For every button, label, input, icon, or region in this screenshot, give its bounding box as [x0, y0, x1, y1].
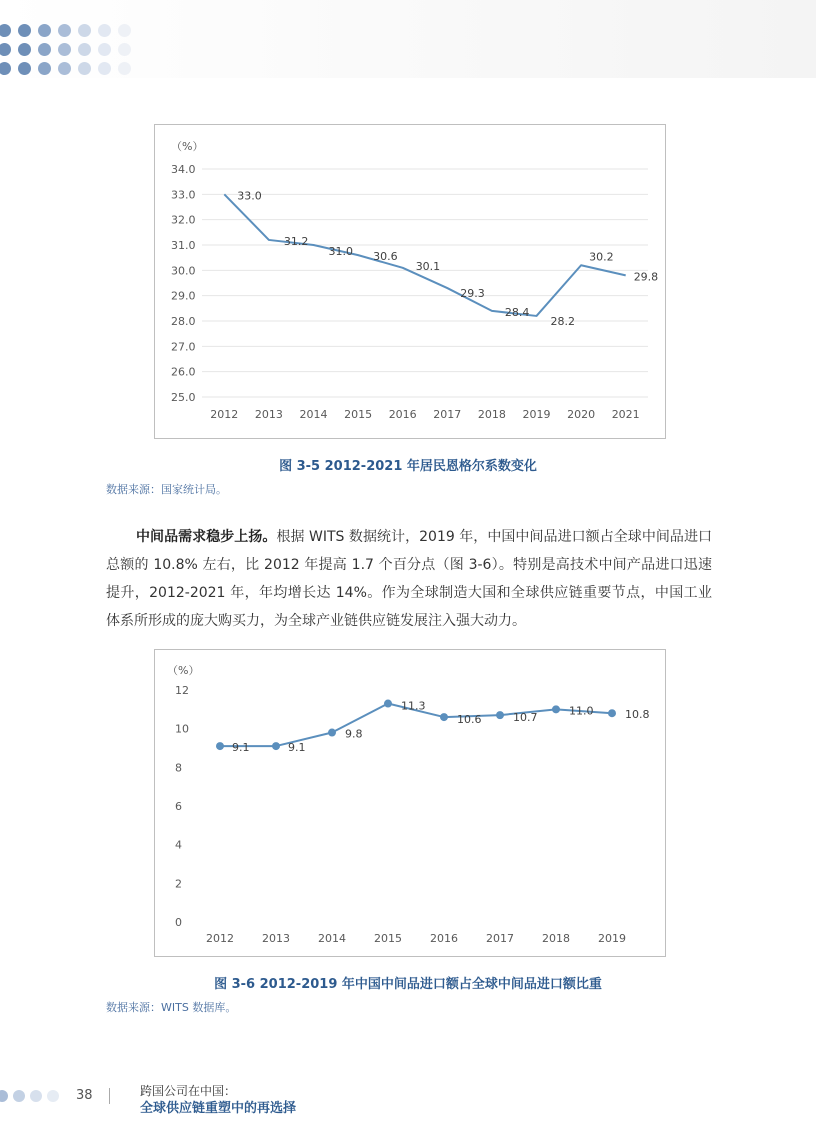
header-dot — [118, 62, 131, 75]
y-tick-label: 34.0 — [171, 163, 196, 176]
header-dot — [38, 24, 51, 37]
y-tick-label: 26.0 — [171, 365, 196, 379]
data-point — [440, 713, 448, 721]
x-tick-label: 2019 — [598, 932, 626, 945]
data-label: 11.0 — [569, 704, 594, 718]
data-label: 28.2 — [550, 314, 575, 328]
data-label: 33.0 — [237, 189, 262, 203]
x-tick-label: 2013 — [254, 408, 283, 421]
x-tick-label: 2017 — [486, 932, 514, 945]
y-tick-label: 27.0 — [171, 340, 196, 354]
intermediate-import-share-svg — [155, 650, 665, 956]
header-dot — [118, 43, 131, 56]
paragraph-text: 根据 WITS 数据统计，2019 年，中国中间品进口额占全球中间品进口总额的 10.8% 左右，比 2012 年提高 1.7 个百分点（图 3-6）。特别是高技术中间产品进口迅速提升，2012-2021 年，年均增长达 14%。作为全球制造大国和全球供应链重要节点，中国工业体系所形成的庞大购买力，为全球产业链供应链发展注入强大动力。 — [106, 529, 713, 629]
x-tick-label: 2012 — [206, 932, 234, 945]
y-tick-label: 10 — [175, 722, 189, 736]
header-dot — [0, 43, 11, 56]
data-label: 29.3 — [460, 287, 485, 301]
header-dot — [0, 62, 11, 75]
data-label: 30.6 — [373, 250, 398, 264]
data-point — [216, 742, 224, 750]
y-tick-label: 31.0 — [171, 239, 196, 252]
x-tick-label: 2019 — [522, 408, 551, 421]
x-tick-label: 2018 — [477, 408, 506, 421]
data-point — [328, 729, 336, 737]
data-label: 10.8 — [625, 708, 650, 722]
intermediate-import-share-chart — [154, 649, 666, 957]
data-label: 30.2 — [589, 250, 614, 264]
engel-coefficient-chart — [154, 124, 666, 439]
data-label: 10.6 — [457, 713, 482, 727]
x-tick-label: 2017 — [433, 408, 462, 421]
page-number: 38 — [76, 1088, 93, 1103]
data-label: 11.3 — [401, 699, 426, 713]
header-dot — [0, 24, 11, 37]
x-tick-label: 2015 — [374, 932, 402, 945]
header-band — [0, 0, 816, 78]
footer-title-line2: 全球供应链重塑中的再选择 — [140, 1101, 297, 1116]
footer-dot — [0, 1090, 8, 1102]
engel-coefficient-svg — [155, 125, 665, 438]
data-label: 10.7 — [513, 711, 538, 725]
y-tick-label: 4 — [175, 838, 182, 852]
figure-3-5-caption: 图 3-5 2012-2021 年居民恩格尔系数变化 — [279, 459, 537, 474]
data-label: 9.8 — [345, 727, 363, 741]
header-dot — [58, 43, 71, 56]
header-dot — [78, 24, 91, 37]
data-label: 29.8 — [633, 270, 659, 284]
y-tick-label: 8 — [175, 761, 182, 775]
header-dot — [98, 62, 111, 75]
y-tick-label: 28.0 — [171, 315, 196, 328]
footer-title-line1: 跨国公司在中国： — [140, 1084, 237, 1098]
header-dot — [18, 62, 31, 75]
y-tick-label: 25.0 — [171, 391, 196, 404]
body-paragraph — [106, 523, 712, 635]
unit-label: （%） — [167, 664, 200, 677]
header-dot — [98, 43, 111, 56]
header-dot — [58, 62, 71, 75]
figure-3-6-source: 数据来源：WITS 数据库。 — [106, 1001, 237, 1014]
x-tick-label: 2013 — [262, 932, 290, 945]
footer-divider — [109, 1088, 110, 1104]
footer-dot — [30, 1090, 42, 1102]
page-footer — [0, 1080, 816, 1120]
x-tick-label: 2021 — [611, 408, 640, 421]
y-tick-label: 32.0 — [171, 213, 196, 227]
header-dot — [18, 43, 31, 56]
header-dot — [98, 24, 111, 37]
data-label: 9.1 — [232, 741, 250, 755]
header-dot — [18, 24, 31, 37]
paragraph-lead: 中间品需求稳步上扬。 — [136, 529, 277, 545]
figure-3-5-source: 数据来源：国家统计局。 — [106, 483, 227, 496]
y-tick-label: 0 — [175, 916, 182, 929]
header-dot — [38, 43, 51, 56]
x-tick-label: 2016 — [430, 932, 458, 945]
x-tick-label: 2020 — [567, 408, 596, 421]
x-tick-label: 2014 — [299, 408, 328, 421]
data-label: 30.1 — [415, 259, 441, 273]
data-label: 31.2 — [283, 234, 309, 248]
y-tick-label: 33.0 — [171, 188, 196, 202]
data-point — [552, 705, 560, 713]
header-dot — [118, 24, 131, 37]
data-point — [272, 742, 280, 750]
y-tick-label: 30.0 — [171, 264, 196, 278]
header-dot — [78, 43, 91, 56]
x-tick-label: 2016 — [388, 408, 417, 421]
data-label: 9.1 — [288, 741, 306, 755]
y-tick-label: 29.0 — [171, 289, 196, 303]
header-dot — [78, 62, 91, 75]
y-tick-label: 2 — [175, 877, 182, 891]
unit-label: （%） — [171, 140, 204, 153]
footer-dot — [13, 1090, 25, 1102]
data-label: 31.0 — [328, 245, 353, 258]
y-tick-label: 6 — [175, 800, 182, 813]
data-point — [384, 700, 392, 708]
x-tick-label: 2015 — [344, 408, 373, 421]
data-point — [608, 709, 616, 717]
x-tick-label: 2018 — [542, 932, 570, 945]
data-label: 28.4 — [504, 305, 530, 319]
footer-dot — [47, 1090, 59, 1102]
data-point — [496, 711, 504, 719]
header-dot — [58, 24, 71, 37]
figure-3-6-caption: 图 3-6 2012-2019 年中国中间品进口额占全球中间品进口额比重 — [214, 977, 602, 992]
header-dot — [38, 62, 51, 75]
y-tick-label: 12 — [175, 684, 189, 697]
x-tick-label: 2012 — [210, 408, 239, 421]
x-tick-label: 2014 — [318, 932, 346, 945]
series-line — [224, 194, 625, 316]
